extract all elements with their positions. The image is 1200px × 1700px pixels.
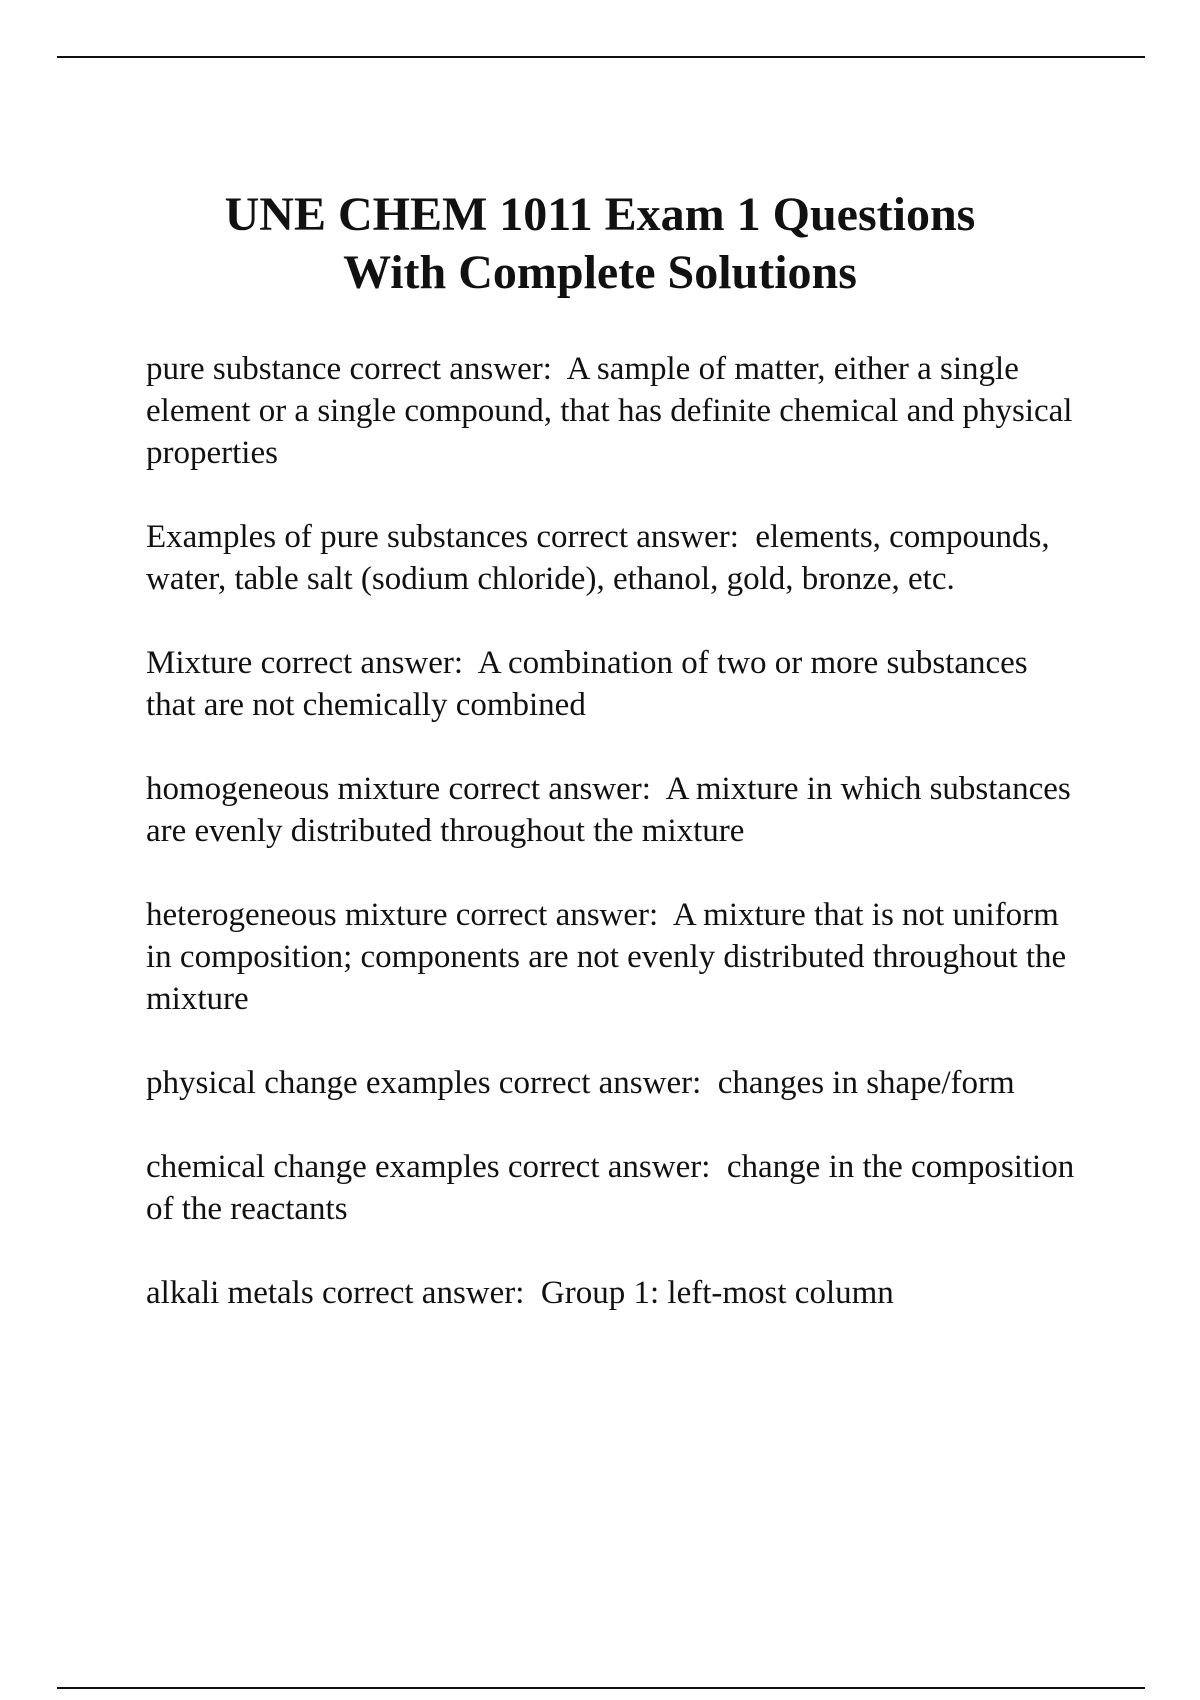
entry-definition: elements, compounds, water, table salt (sodium chloride), ethanol, gold, bronze, etc. [146, 519, 1050, 597]
entry-definition: A mixture that is not uniform in composition; components are not evenly distributed throughout the mixture [146, 897, 1067, 1017]
entry-term: physical change examples [146, 1065, 491, 1101]
entry-definition: A sample of matter, either a single element or a single compound, that has definite chemical and physical properties [146, 351, 1073, 471]
entry-definition: changes in shape/form [717, 1065, 1015, 1101]
title-line-1: UNE CHEM 1011 Exam 1 Questions [224, 188, 976, 241]
entry-term: Examples of pure substances [146, 519, 529, 555]
entry-definition: A combination of two or more substances that are not chemically combined [146, 645, 1028, 723]
entry-separator: correct answer: [349, 351, 552, 387]
qa-entry [146, 894, 1076, 1020]
qa-entry [146, 348, 1076, 474]
entry-term: chemical change examples [146, 1149, 500, 1185]
entry-separator: correct answer: [536, 519, 739, 555]
header-rule [57, 56, 1145, 58]
entry-separator: correct answer: [507, 1149, 711, 1185]
qa-entry [146, 1062, 1076, 1104]
entry-separator: correct answer: [455, 897, 659, 933]
entry-separator: correct answer: [321, 1275, 525, 1311]
entry-term: homogeneous mixture [146, 771, 441, 807]
title-line-2: With Complete Solutions [343, 246, 857, 299]
qa-entry [146, 642, 1076, 726]
entry-term: Mixture [146, 645, 253, 681]
entry-definition: A mixture in which substances are evenly distributed throughout the mixture [146, 771, 1071, 849]
footer-rule [57, 1687, 1145, 1689]
entry-separator: correct answer: [260, 645, 464, 681]
entry-term: pure substance [146, 351, 342, 387]
entry-separator: correct answer: [498, 1065, 702, 1101]
entry-definition: change in the composition of the reactants [146, 1149, 1075, 1227]
qa-list [146, 348, 1076, 1356]
qa-entry [146, 516, 1076, 600]
qa-entry [146, 768, 1076, 852]
entry-term: alkali metals [146, 1275, 314, 1311]
entry-separator: correct answer: [448, 771, 651, 807]
entry-definition: Group 1: left-most column [540, 1275, 894, 1311]
entry-term: heterogeneous mixture [146, 897, 448, 933]
qa-entry [146, 1146, 1076, 1230]
qa-entry [146, 1272, 1076, 1314]
page-title [0, 186, 1200, 302]
